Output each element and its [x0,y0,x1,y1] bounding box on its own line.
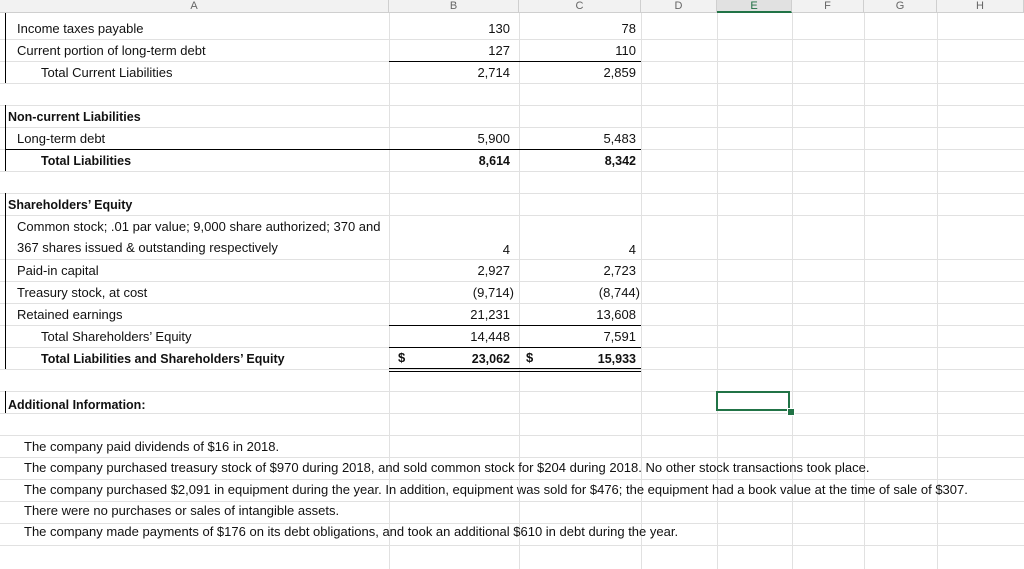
cell-label[interactable]: Retained earnings [17,307,123,322]
gridline [0,457,1024,458]
cell-border [5,13,6,83]
cell-label[interactable]: Current portion of long-term debt [17,43,206,58]
gridline [0,369,1024,370]
currency-symbol: $ [526,350,534,365]
cell-value[interactable]: 2,723 [603,263,636,278]
gridline [0,171,1024,172]
cell-label[interactable]: Total Current Liabilities [41,65,173,80]
cell-value[interactable]: 2,714 [477,65,510,80]
additional-info-header[interactable]: Additional Information: [8,398,146,412]
gridline [0,413,1024,414]
underline-border [389,61,641,62]
cell-value[interactable]: 15,933 [597,352,636,366]
cell-border [5,391,6,413]
cell-label[interactable]: Long-term debt [17,131,106,146]
cell-label[interactable]: Common stock; .01 par value; 9,000 share authorized; 370 and [17,219,381,234]
column-header-e[interactable]: E [717,0,792,13]
cell-value[interactable]: (9,714) [472,285,514,300]
gridline [0,303,1024,304]
note-line[interactable]: The company paid dividends of $16 in 2018. [24,439,280,454]
cell-label[interactable]: Total Liabilities [41,154,132,168]
fill-handle[interactable] [787,408,795,416]
cell-value[interactable]: 21,231 [470,307,510,322]
column-header-g[interactable]: G [864,0,937,13]
gridline [0,105,1024,106]
cell-value[interactable]: 23,062 [471,352,510,366]
cell-value[interactable]: 8,342 [604,154,636,168]
column-header-b[interactable]: B [389,0,519,13]
cell-value[interactable]: 4 [628,242,636,257]
underline-border [389,347,641,348]
cell-value[interactable]: 110 [615,43,636,58]
cell-value[interactable]: 7,591 [603,329,636,344]
column-header-f[interactable]: F [792,0,864,13]
note-line[interactable]: There were no purchases or sales of intangible assets. [24,503,340,518]
note-line[interactable]: The company purchased $2,091 in equipment during the year. In addition, equipment was sold for $476; the equipment had a book value at the time of sale of $307. [24,482,968,497]
gridline [0,435,1024,436]
cell-value[interactable]: 14,448 [470,329,510,344]
cell-border [5,105,6,171]
currency-symbol: $ [398,350,406,365]
gridline [0,281,1024,282]
selected-cell[interactable] [716,391,790,411]
cell-value[interactable]: 8,614 [478,154,510,168]
cell-value[interactable]: 2,927 [477,263,510,278]
underline-border [389,325,641,326]
cell-label[interactable]: Paid-in capital [17,263,99,278]
cell-value[interactable]: 130 [488,21,510,36]
cell-label[interactable]: Total Shareholders’ Equity [41,329,192,344]
gridline [0,501,1024,502]
column-header-d[interactable]: D [641,0,717,13]
column-header-c[interactable]: C [519,0,641,13]
cell-value[interactable]: 2,859 [603,65,636,80]
gridline [0,545,1024,546]
cell-label[interactable]: Treasury stock, at cost [17,285,148,300]
column-header-a[interactable]: A [0,0,389,13]
gridline [0,193,1024,194]
note-line[interactable]: The company made payments of $176 on its debt obligations, and took an additional $610 in debt during the year. [24,524,679,539]
gridline [0,215,1024,216]
gridline [0,479,1024,480]
gridline [0,39,1024,40]
note-line[interactable]: The company purchased treasury stock of $970 during 2018, and sold common stock for $204 during 2018. No other stock transactions took place. [24,460,870,475]
double-underline [389,371,641,372]
gridline [0,391,1024,392]
section-header[interactable]: Shareholders’ Equity [8,198,133,212]
cell-value[interactable]: 13,608 [596,307,636,322]
gridline [0,259,1024,260]
gridline [0,127,1024,128]
underline-border [5,149,641,150]
section-header[interactable]: Non-current Liabilities [8,110,141,124]
cell-value[interactable]: 78 [621,21,636,36]
cell-label[interactable]: 367 shares issued & outstanding respectively [17,240,278,255]
cell-value[interactable]: 4 [502,242,510,257]
cell-value[interactable]: (8,744) [598,285,640,300]
double-underline [389,368,641,369]
gridline [0,83,1024,84]
cell-label[interactable]: Income taxes payable [17,21,144,36]
cell-value[interactable]: 127 [488,43,510,58]
cell-label[interactable]: Total Liabilities and Shareholders’ Equity [41,352,285,366]
cell-border [5,193,6,369]
cell-value[interactable]: 5,483 [603,131,636,146]
column-header-h[interactable]: H [937,0,1024,13]
cell-value[interactable]: 5,900 [477,131,510,146]
